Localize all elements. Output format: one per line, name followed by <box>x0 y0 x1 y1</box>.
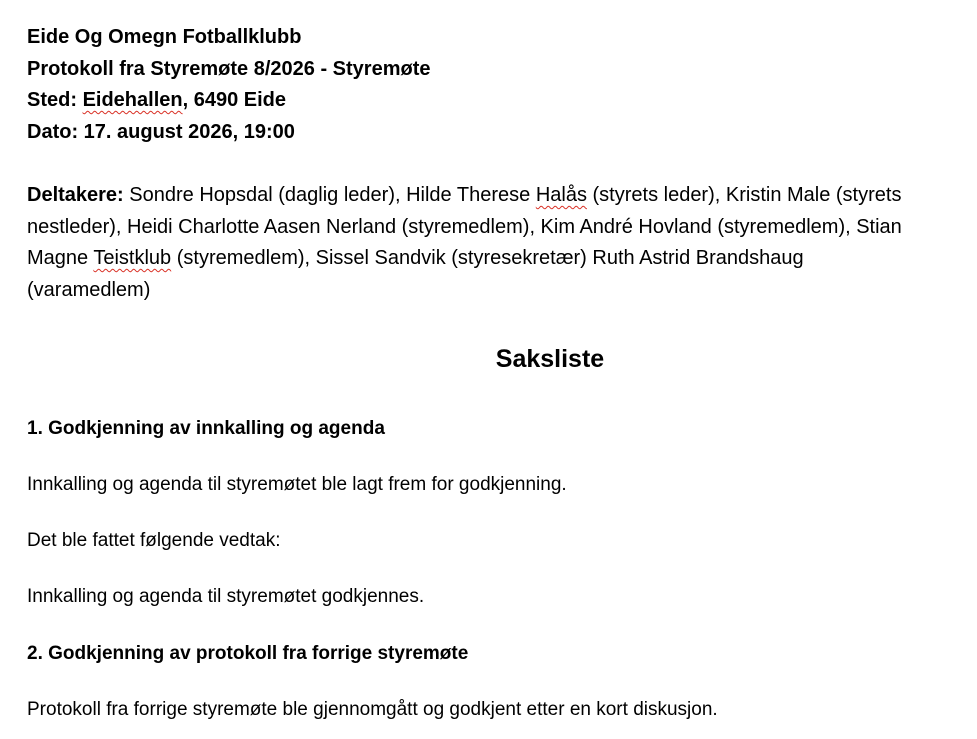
agenda-item-heading: 2. Godkjenning av protokoll fra forrige styremøte <box>27 643 469 664</box>
protocol-title: Protokoll fra Styremøte 8/2026 - Styremøte <box>27 57 431 80</box>
agenda-item-paragraph: Protokoll fra forrige styremøte ble gjennomgått og godkjent etter en kort diskusjon. <box>27 699 718 720</box>
meeting-date: Dato: 17. august 2026, 19:00 <box>27 120 295 143</box>
participant-name-teistklub: Teistklub <box>93 247 172 269</box>
agenda-item-paragraph: Innkalling og agenda til styremøtet godkjennes. <box>27 586 425 607</box>
club-name: Eide Og Omegn Fotballklubb <box>27 26 302 48</box>
agenda-title: Saksliste <box>495 345 605 373</box>
agenda-item-paragraph: Det ble fattet følgende vedtak: <box>27 530 281 551</box>
participant-name-halaas: Halås <box>535 184 587 206</box>
document-page <box>27 0 922 722</box>
agenda-item-heading: 1. Godkjenning av innkalling og agenda <box>27 418 385 439</box>
agenda-item-paragraph: Innkalling og agenda til styremøtet ble lagt frem for godkjenning. <box>27 474 567 495</box>
place-rest: , 6490 Eide <box>182 89 286 111</box>
participants-paragraph <box>27 180 907 306</box>
place-name-misspelled: Eidehallen <box>82 89 183 111</box>
participants-text-3: (styremedlem), Sissel Sandvik (styresekretær) Ruth Astrid Brandshaug (varamedlem) <box>27 247 804 301</box>
meeting-place <box>27 85 922 117</box>
place-label: Sted: <box>27 89 83 111</box>
participants-label: Deltakere: <box>27 184 124 206</box>
participants-text-2: (styrets leder), Kristin Male (styrets nestleder), Heidi Charlotte Aasen Nerland (styremedlem), Kim André Hovland (styremedlem), Stian Magne <box>27 184 902 269</box>
participants-text-1: Sondre Hopsdal (daglig leder), Hilde Therese <box>123 184 536 206</box>
